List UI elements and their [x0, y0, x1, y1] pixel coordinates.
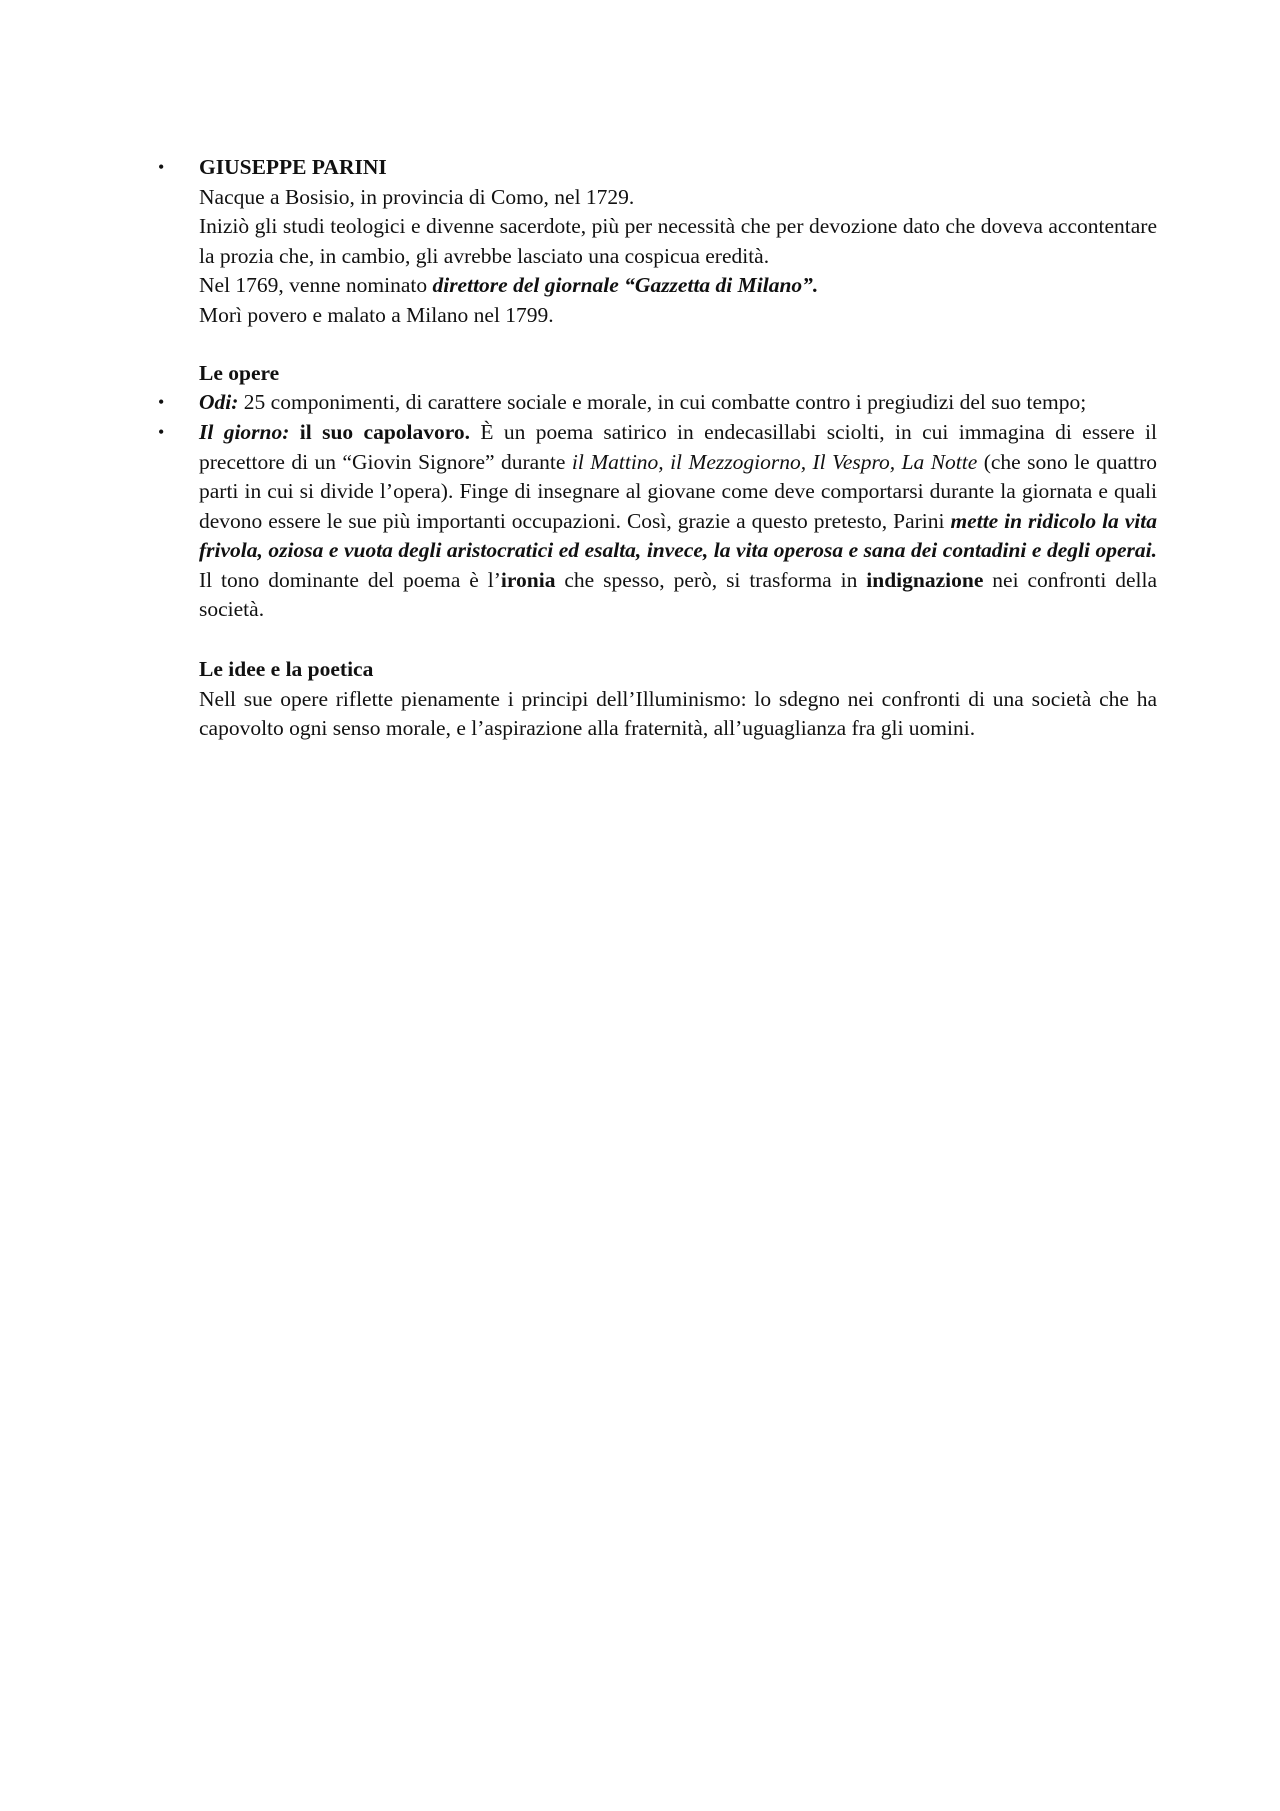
bio-birth: Nacque a Bosisio, in provincia di Como, nel 1729. — [199, 184, 635, 209]
idee-heading: Le idee e la poetica — [199, 657, 374, 681]
idee-section — [199, 655, 1157, 744]
section-title: GIUSEPPE PARINI — [199, 155, 387, 179]
giorno-item: Il giorno: il suo capolavoro. È un poema satirico in endecasillabi sciolti, in cui immagina di essere il precettore di un “Giovin Signore” durante il Mattino, il Mezzogiorno, Il Vespro, La Notte (che sono le quattro parti in cui si divide l’opera). Finge di insegnare al giovane come deve comportarsi durante la giornata e quali devono essere le sue più importanti occupazioni. Così, grazie a questo pretesto, Parini mette in ridicolo la vita frivola, oziosa e vuota degli aristocratici ed esalta, invece, la vita operosa e sana dei contadini e degli operai. Il tono dominante del poema è l’ironia che spesso, però, si trasforma in indignazione nei confronti della società. — [199, 420, 1157, 621]
idee-text: Nell sue opere riflette pienamente i principi dell’Illuminismo: lo sdegno nei confronti di una società che ha capovolto ogni senso morale, e l’aspirazione alla fraternità, all’uguaglianza fra gli uomini. — [199, 686, 1157, 740]
odi-title: Odi: — [199, 390, 239, 414]
bullet-giorno: • — [158, 422, 165, 442]
bio-director: Nel 1769, venne nominato direttore del giornale “Gazzetta di Milano”. — [199, 273, 819, 297]
opere-heading-block — [199, 359, 1157, 389]
odi-item: Odi: 25 componimenti, di carattere sociale e morale, in cui combatte contro i pregiudizi del suo tempo; — [199, 390, 1087, 414]
bullet-parini: • — [158, 157, 165, 177]
bullet-odi: • — [158, 392, 165, 412]
bio-death: Morì povero e malato a Milano nel 1799. — [199, 302, 554, 327]
opere-heading: Le opere — [199, 361, 280, 385]
bio-studies: Iniziò gli studi teologici e divenne sacerdote, più per necessità che per devozione dato che doveva accontentare la prozia che, in cambio, gli avrebbe lasciato una cospicua eredità. — [199, 214, 1157, 268]
parini-section — [199, 153, 1157, 330]
giorno-title: Il giorno: — [199, 420, 290, 444]
